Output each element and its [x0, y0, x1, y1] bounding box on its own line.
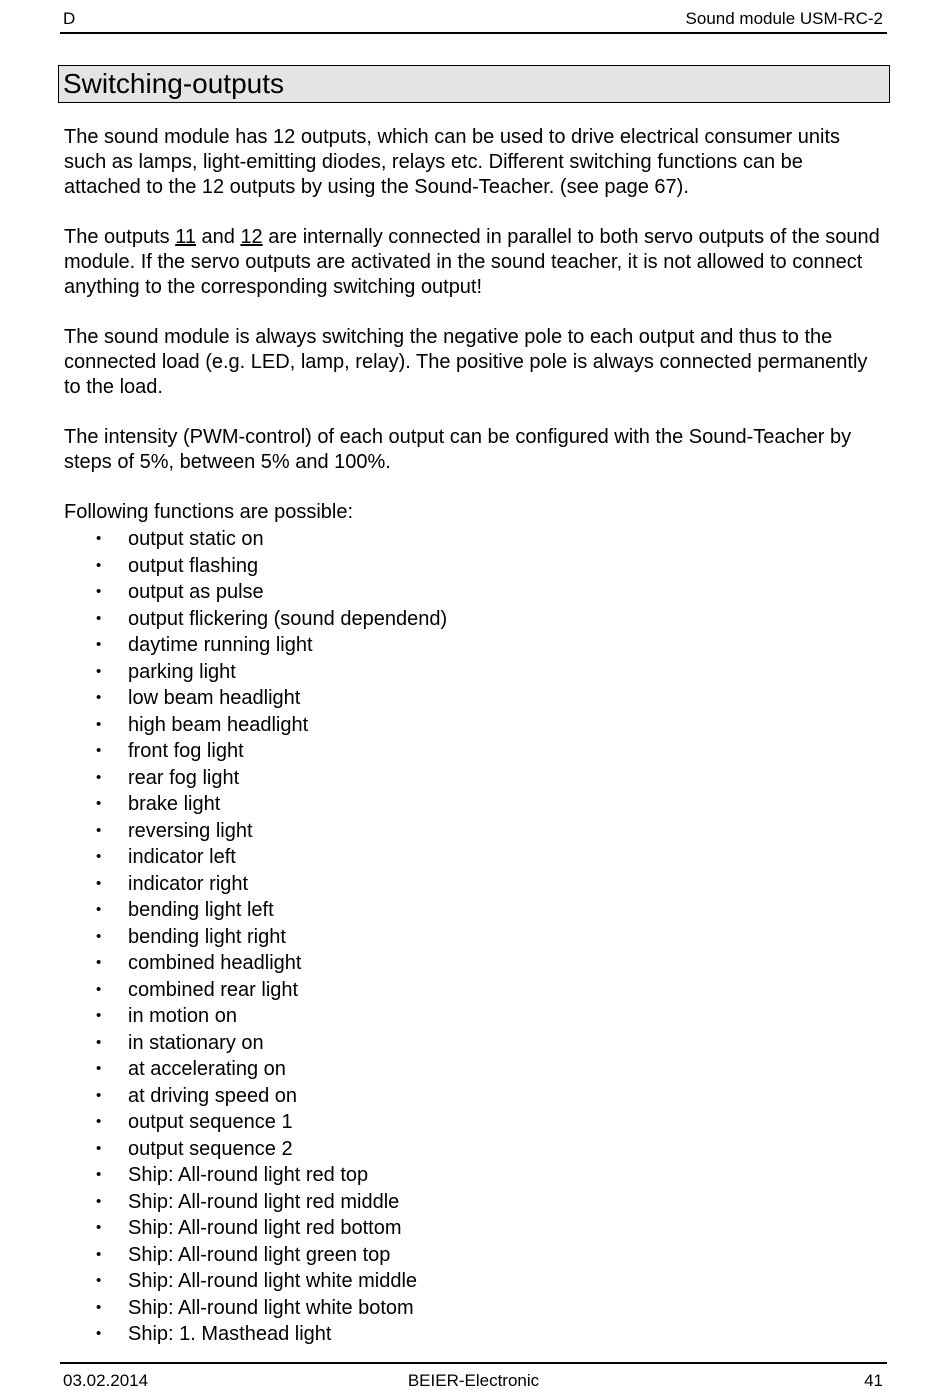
- bullet-icon: •: [96, 1298, 102, 1316]
- list-item: [64, 1321, 884, 1348]
- list-item-label: combined rear light: [128, 978, 299, 1001]
- list-item-label: indicator left: [128, 846, 236, 868]
- list-item-label: output sequence 1: [128, 1111, 293, 1133]
- list-item-label: output flashing: [128, 554, 259, 577]
- list-item-label: Ship: All-round light white botom: [128, 1296, 414, 1319]
- list-item: [64, 632, 884, 659]
- bullet-icon: •: [96, 609, 102, 627]
- list-item-label: bending light left: [128, 899, 274, 921]
- bullet-icon: •: [96, 901, 102, 918]
- list-item: [64, 606, 884, 633]
- bullet-icon: •: [96, 636, 102, 653]
- list-item-label: brake light: [128, 793, 221, 815]
- list-item-label: Ship: All-round light red top: [128, 1164, 369, 1186]
- list-item-label: in motion on: [128, 1005, 237, 1027]
- list-item-label: Ship: 1. Masthead light: [128, 1323, 332, 1345]
- bullet-icon: •: [96, 795, 102, 812]
- list-item-label: indicator right: [128, 872, 249, 895]
- bullet-icon: •: [96, 821, 102, 839]
- bullet-icon: •: [96, 1086, 102, 1104]
- list-item: [64, 579, 884, 606]
- output-number-11: 11: [175, 226, 196, 248]
- bullet-icon: •: [96, 1007, 102, 1024]
- bullet-icon: •: [96, 742, 102, 759]
- paragraph-text: are internally connected in parallel to both servo outputs of the sound module. If the servo outputs are activated in the sound teacher, it is not allowed to connect anything to the corresponding switching output!: [64, 226, 880, 298]
- list-item-label: at driving speed on: [128, 1084, 298, 1107]
- list-item: [64, 1083, 884, 1110]
- bullet-icon: •: [96, 1219, 102, 1236]
- footer-company: BEIER-Electronic: [407, 1371, 540, 1390]
- list-item-label: daytime running light: [128, 634, 313, 656]
- list-item: [64, 1136, 884, 1163]
- footer-date: 03.02.2014: [63, 1371, 149, 1390]
- bullet-icon: •: [96, 530, 102, 547]
- list-item-label: parking light: [128, 660, 236, 683]
- list-item: [64, 765, 884, 792]
- list-item: [64, 659, 884, 686]
- list-item: [64, 1109, 884, 1136]
- list-item-label: at accelerating on: [128, 1058, 286, 1080]
- page-footer: [60, 1362, 887, 1394]
- paragraph-pwm-intensity: The intensity (PWM-control) of each output can be configured with the Sound-Teacher by steps of 5%, between 5% and 100%.: [64, 426, 852, 473]
- list-item-label: low beam headlight: [128, 687, 301, 709]
- bullet-icon: •: [96, 1325, 102, 1342]
- list-item: [64, 950, 884, 977]
- list-item: [64, 526, 884, 553]
- list-item: [64, 1215, 884, 1242]
- list-item-label: front fog light: [128, 740, 244, 762]
- list-item: [64, 1056, 884, 1083]
- list-item-label: Ship: All-round light green top: [128, 1243, 391, 1266]
- page-content: [64, 125, 884, 1348]
- list-item-label: combined headlight: [128, 952, 302, 974]
- bullet-icon: •: [96, 848, 102, 865]
- bullet-icon: •: [96, 1060, 102, 1077]
- list-item: [64, 871, 884, 898]
- bullet-icon: •: [96, 980, 102, 998]
- list-item: [64, 1295, 884, 1322]
- bullet-icon: •: [96, 1139, 102, 1157]
- list-item: [64, 685, 884, 712]
- page-header: [60, 6, 887, 34]
- list-item: [64, 1003, 884, 1030]
- list-item: [64, 1268, 884, 1295]
- paragraph-text: and: [195, 226, 241, 248]
- list-item: [64, 844, 884, 871]
- bullet-icon: •: [96, 583, 102, 600]
- list-item-label: output flickering (sound dependend): [128, 607, 448, 630]
- list-item: [64, 1189, 884, 1216]
- list-item-label: Ship: All-round light red middle: [128, 1190, 400, 1213]
- list-item: [64, 924, 884, 951]
- header-product-name: Sound module USM-RC-2: [685, 9, 883, 28]
- list-item-label: high beam headlight: [128, 713, 309, 736]
- output-number-12: 12: [240, 226, 263, 248]
- list-item-label: Ship: All-round light red bottom: [128, 1217, 402, 1239]
- list-item-label: reversing light: [128, 819, 253, 842]
- bullet-icon: •: [96, 768, 102, 786]
- bullet-icon: •: [96, 1166, 102, 1183]
- section-title: Switching-outputs: [58, 65, 890, 103]
- list-item: [64, 1242, 884, 1269]
- list-item: [64, 712, 884, 739]
- list-item: [64, 897, 884, 924]
- list-item-label: output sequence 2: [128, 1137, 293, 1160]
- bullet-icon: •: [96, 1272, 102, 1289]
- bullet-icon: •: [96, 1033, 102, 1051]
- list-item: [64, 1030, 884, 1057]
- paragraph-text: The outputs: [64, 226, 176, 248]
- bullet-icon: •: [96, 715, 102, 733]
- bullet-icon: •: [96, 1245, 102, 1263]
- list-item: [64, 553, 884, 580]
- footer-page-number: 41: [864, 1371, 883, 1390]
- bullet-icon: •: [96, 1192, 102, 1210]
- functions-list: [64, 526, 884, 1348]
- header-language: D: [63, 9, 76, 28]
- list-item: [64, 977, 884, 1004]
- bullet-icon: •: [96, 927, 102, 945]
- list-item: [64, 818, 884, 845]
- list-item: [64, 738, 884, 765]
- list-item-label: output static on: [128, 528, 264, 550]
- list-item-label: rear fog light: [128, 766, 240, 789]
- bullet-icon: •: [96, 662, 102, 680]
- list-item-label: output as pulse: [128, 581, 264, 603]
- bullet-icon: •: [96, 689, 102, 706]
- bullet-icon: •: [96, 954, 102, 971]
- list-item: [64, 791, 884, 818]
- list-item: [64, 1162, 884, 1189]
- bullet-icon: •: [96, 874, 102, 892]
- list-intro: Following functions are possible:: [64, 501, 354, 523]
- list-item-label: Ship: All-round light white middle: [128, 1270, 418, 1292]
- paragraph-servo-outputs: [64, 225, 884, 300]
- paragraph-negative-pole: The sound module is always switching the negative pole to each output and thus to the connected load (e.g. LED, lamp, relay). The positive pole is always connected permanently to the load.: [64, 326, 868, 398]
- bullet-icon: •: [96, 556, 102, 574]
- bullet-icon: •: [96, 1113, 102, 1130]
- paragraph-outputs-intro: The sound module has 12 outputs, which can be used to drive electrical consumer units such as lamps, light-emitting diodes, relays etc. Different switching functions can be attached to the 12 outputs by using the Sound-Teacher. (see page 67).: [64, 126, 840, 198]
- list-item-label: in stationary on: [128, 1031, 264, 1054]
- list-item-label: bending light right: [128, 925, 286, 948]
